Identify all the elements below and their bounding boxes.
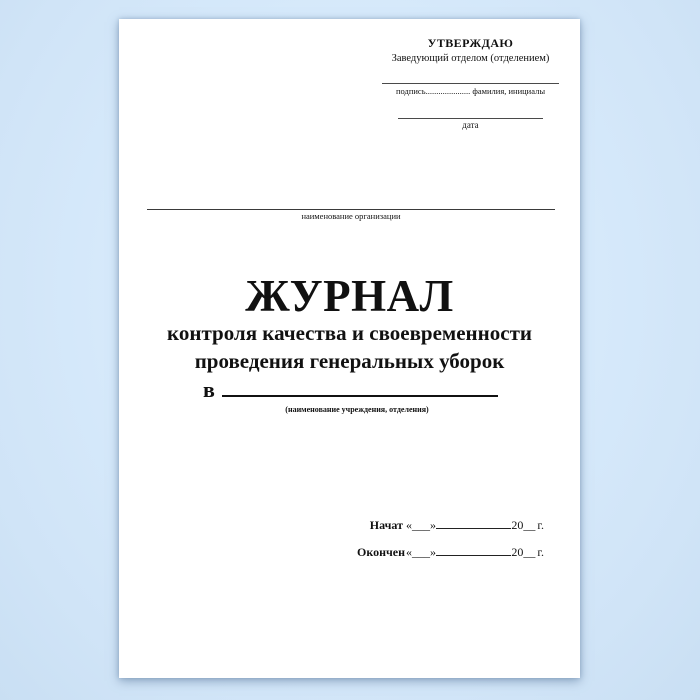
organization-line xyxy=(147,209,555,210)
end-year-suffix: г. xyxy=(537,545,544,559)
approval-block xyxy=(382,36,559,132)
organization-caption: наименование организации xyxy=(301,211,401,221)
start-year-suffix: г. xyxy=(537,518,544,532)
journal-subtitle-line2: проведения генеральных уборок xyxy=(194,349,505,373)
start-day-blank: «___» xyxy=(406,518,436,532)
journal-title: ЖУРНАЛ xyxy=(245,271,454,321)
end-date-line xyxy=(436,554,511,556)
institution-prefix: в xyxy=(203,377,215,402)
approval-heading: УТВЕРЖДАЮ xyxy=(427,36,514,50)
journal-subtitle-line1: контроля качества и своевременности xyxy=(167,321,532,345)
end-year: 20__ xyxy=(511,545,536,559)
approval-subheading: Заведующий отделом (отделением) xyxy=(391,53,550,64)
end-date-row xyxy=(357,545,544,560)
end-day-blank: «___» xyxy=(406,545,436,559)
institution-row xyxy=(203,377,498,401)
start-date-label: Начат xyxy=(369,518,403,532)
journal-cover-page xyxy=(119,19,580,678)
start-date-line xyxy=(436,527,511,529)
signature-hint: подпись..................... фамилия, инициалы xyxy=(395,86,546,96)
start-year: 20__ xyxy=(511,518,536,532)
start-date-row xyxy=(357,518,544,533)
date-caption: дата xyxy=(462,120,479,130)
institution-caption: (наименование учреждения, отделения) xyxy=(285,405,429,414)
end-date-label: Окончен xyxy=(357,545,406,559)
institution-line xyxy=(222,395,498,397)
